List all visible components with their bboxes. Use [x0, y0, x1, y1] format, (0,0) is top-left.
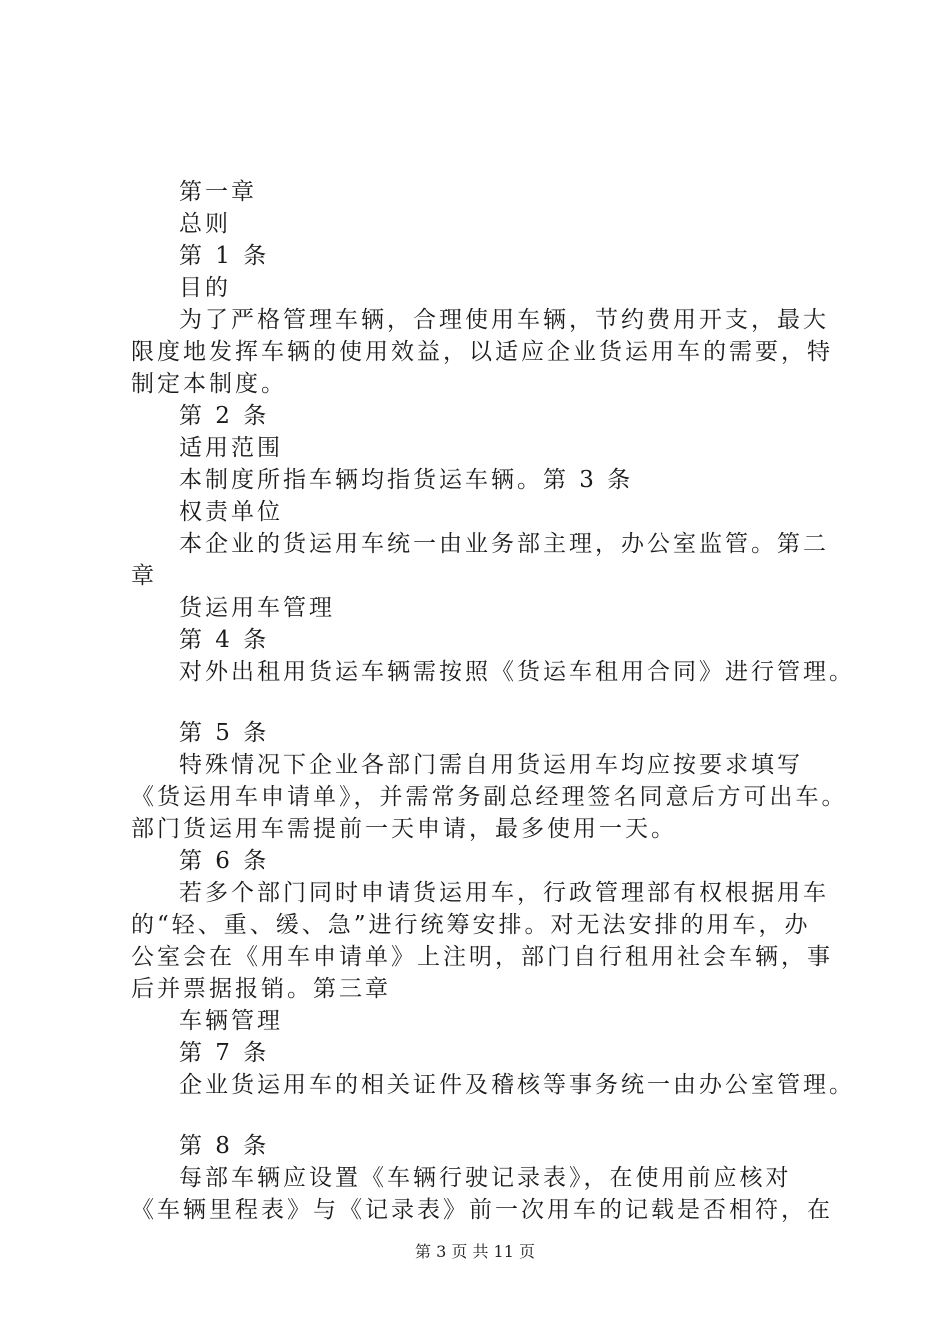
blank-line	[131, 688, 841, 717]
text-line: 第 5 条	[179, 720, 270, 746]
document-body	[131, 176, 855, 1226]
text-line: 第 6 条	[179, 848, 270, 874]
text-line: 第 4 条	[179, 627, 270, 653]
blank-line	[131, 1101, 841, 1130]
page-footer: 第 3 页 共 11 页	[415, 1242, 535, 1261]
paragraph	[131, 877, 841, 1005]
paragraph	[131, 749, 848, 845]
paragraph-line: 制定本制度。	[131, 371, 287, 397]
text-line: 总则	[179, 211, 231, 237]
paragraph-line: 后并票据报销。第三章	[131, 976, 391, 1002]
paragraph-line: 公室会在《用车申请单》上注明，部门自行租用社会车辆，事	[131, 944, 833, 970]
paragraph-line: 特殊情况下企业各部门需自用货运用车均应按要求填写	[179, 752, 803, 778]
paragraph-line: 为了严格管理车辆，合理使用车辆，节约费用开支，最大	[179, 307, 829, 333]
text-line: 第 2 条	[179, 403, 270, 429]
text-line: 本制度所指车辆均指货运车辆。第 3 条	[179, 467, 634, 493]
text-line: 对外出租用货运车辆需按照《货运车租用合同》进行管理。	[179, 659, 855, 685]
paragraph-line: 章	[131, 563, 157, 589]
text-line: 第 8 条	[179, 1133, 270, 1159]
paragraph	[131, 1162, 841, 1226]
paragraph	[131, 304, 841, 400]
paragraph	[131, 528, 841, 592]
paragraph-line: 每部车辆应设置《车辆行驶记录表》，在使用前应核对	[179, 1165, 792, 1191]
paragraph-line: 《车辆里程表》与《记录表》前一次用车的记载是否相符，在	[131, 1197, 833, 1223]
text-line: 适用范围	[179, 435, 283, 461]
text-line: 企业货运用车的相关证件及稽核等事务统一由办公室管理。	[179, 1072, 855, 1098]
text-line: 车辆管理	[179, 1008, 283, 1034]
paragraph-line: 的“轻、重、缓、急”进行统筹安排。对无法安排的用车，办	[131, 912, 811, 938]
paragraph-line: 本企业的货运用车统一由业务部主理，办公室监管。第二	[179, 531, 829, 557]
text-line: 目的	[179, 275, 231, 301]
paragraph-line: 《货运用车申请单》，并需常务副总经理签名同意后方可出车。	[131, 784, 848, 810]
paragraph-line: 限度地发挥车辆的使用效益，以适应企业货运用车的需要，特	[131, 339, 833, 365]
paragraph-line: 部门货运用车需提前一天申请，最多使用一天。	[131, 816, 677, 842]
text-line: 第 7 条	[179, 1040, 270, 1066]
paragraph-line: 若多个部门同时申请货运用车，行政管理部有权根据用车	[179, 880, 829, 906]
text-line: 第 1 条	[179, 243, 270, 269]
text-line: 第一章	[179, 179, 257, 205]
text-line: 货运用车管理	[179, 595, 335, 621]
text-line: 权责单位	[179, 499, 283, 525]
